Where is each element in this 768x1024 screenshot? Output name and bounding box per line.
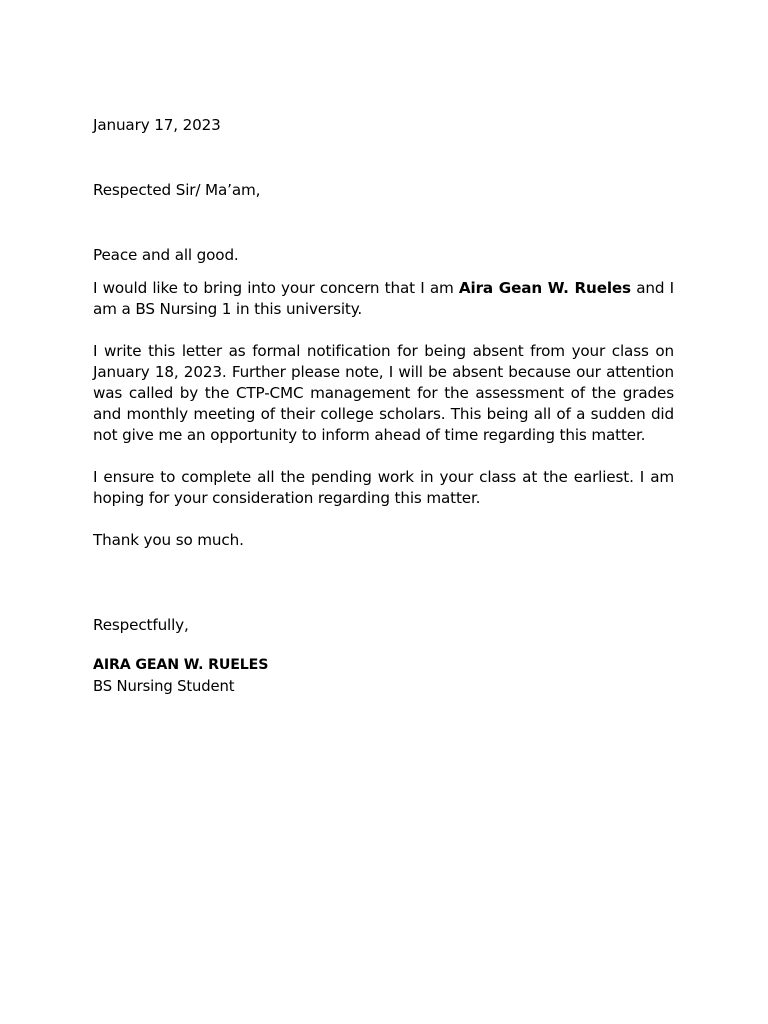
paragraph-introduction xyxy=(93,278,674,320)
salutation: Respected Sir/ Ma’am, xyxy=(93,181,261,199)
letter-date: January 17, 2023 xyxy=(93,116,221,134)
thanks-line: Thank you so much. xyxy=(93,531,244,549)
paragraph-pending-work: I ensure to complete all the pending work in your class at the earliest. I am hoping for your consideration regarding this matter. xyxy=(93,468,674,507)
intro-text-after: and I am a BS Nursing 1 in this university. xyxy=(93,279,674,318)
student-name-inline: Aira Gean W. Rueles xyxy=(458,279,631,297)
closing: Respectfully, xyxy=(93,616,189,634)
signature-name: AIRA GEAN W. RUELES xyxy=(93,657,269,673)
greeting: Peace and all good. xyxy=(93,246,239,264)
letter-body xyxy=(93,115,674,697)
intro-text-before: I would like to bring into your concern that I am xyxy=(93,279,459,297)
signature-title: BS Nursing Student xyxy=(93,678,235,695)
paragraph-absence-notice: I write this letter as formal notification for being absent from your class on January 18, 2023. Further please note, I will be absent because our attention was called by the CTP-CMC management for the assessment of the grades and monthly meeting of their college scholars. This being all of a sudden did not give me an opportunity to inform ahead of time regarding this matter. xyxy=(93,342,674,444)
